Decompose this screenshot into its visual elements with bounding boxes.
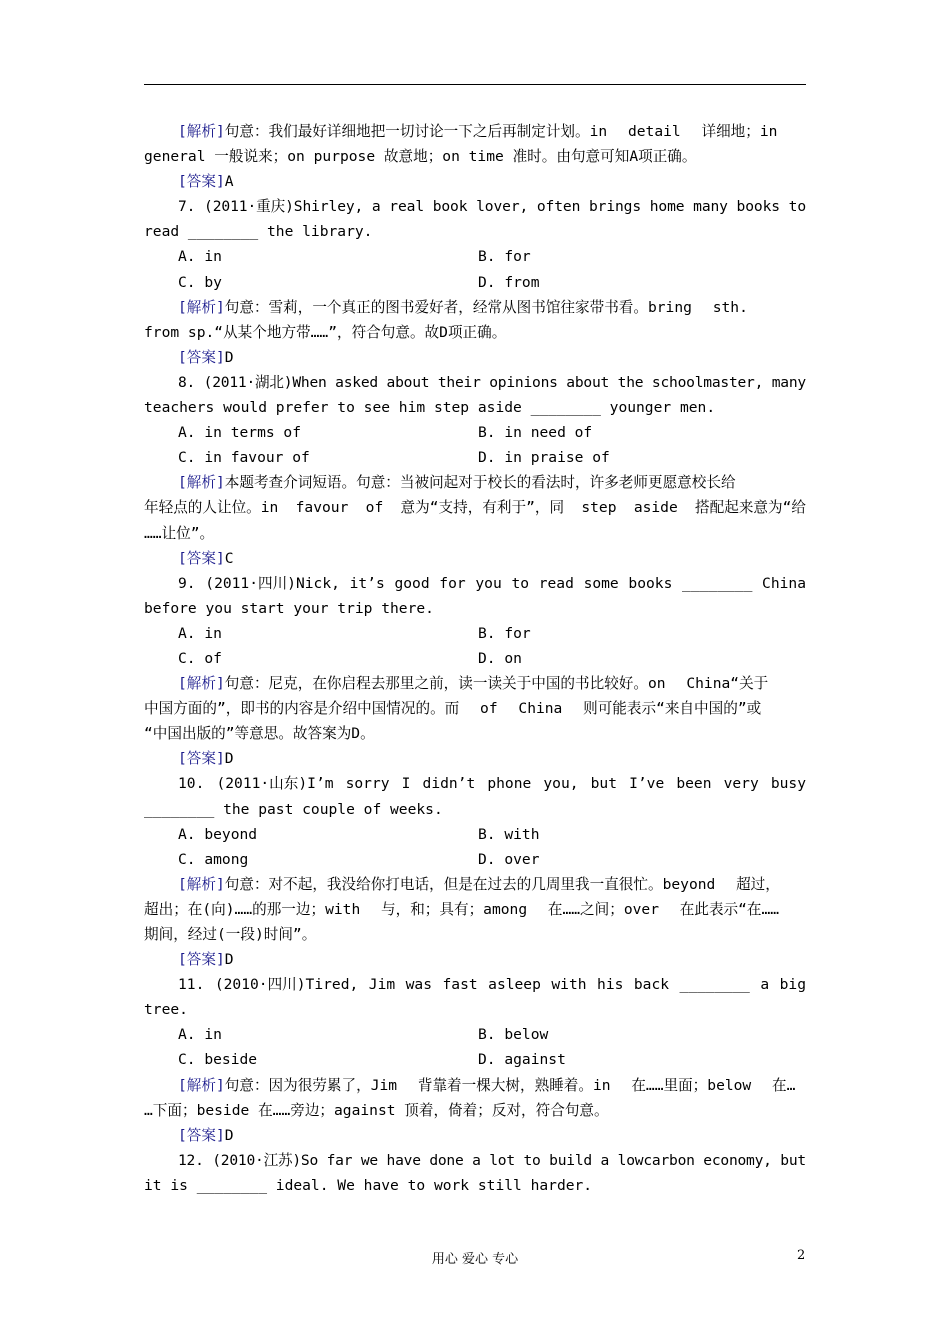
options-row (144, 1047, 806, 1072)
line-text: 句意：我们最好详细地把一切讨论一下之后再制定计划。in detail 详细地；in (224, 123, 778, 140)
line-text: 8. (2011·湖北)When asked about their opinions about the schoolmaster, many (178, 373, 806, 391)
answer-value: A (224, 173, 234, 191)
question-line (144, 395, 806, 420)
analysis-line (144, 470, 806, 495)
option-right: D. over (478, 850, 540, 868)
analysis-tag: [解析] (178, 875, 225, 893)
option-right: D. in praise of (478, 449, 610, 467)
option-right: B. with (478, 825, 540, 843)
option-left: C. beside (178, 1051, 258, 1069)
analysis-tag: [解析] (178, 123, 225, 140)
answer-tag: [答案] (178, 750, 225, 768)
analysis-line (144, 119, 806, 144)
analysis-line (144, 671, 806, 696)
option-left: A. in (178, 624, 222, 642)
line-text: read ________ the library. (144, 223, 373, 241)
line-text: 10. (2011·山东)I’m sorry I didn’t phone you, but I’ve been very busy (178, 775, 806, 793)
analysis-tag: [解析] (178, 298, 225, 316)
analysis-line (144, 1098, 806, 1123)
option-left: A. in (178, 1026, 222, 1044)
analysis-line (144, 295, 806, 320)
question-line (144, 194, 806, 219)
option-right: D. from (478, 273, 540, 291)
options-row (144, 621, 806, 646)
analysis-line (144, 872, 806, 897)
line-text: …下面；beside 在……旁边；against 顶着，倚着；反对，符合句意。 (144, 1101, 609, 1119)
line-text: 年轻点的人让位。in favour of 意为“支持，有利于”，同 step aside 搭配起来意为“给 (144, 499, 806, 517)
line-text: 7. (2011·重庆)Shirley, a real book lover, often brings home many books to (178, 198, 806, 216)
analysis-tag: [解析] (178, 1076, 225, 1094)
options-row (144, 244, 806, 269)
answer-line (144, 345, 806, 370)
option-left: A. beyond (178, 825, 258, 843)
line-text: 9. (2011·四川)Nick, it’s good for you to read some books ________ China (178, 574, 806, 592)
line-text: 期间，经过(一段)时间”。 (144, 926, 317, 943)
options-row (144, 420, 806, 445)
question-line (144, 771, 806, 796)
line-text: 超出；在(向)……的那一边；with 与，和；具有；among 在……之间；over 在此表示“在…… (144, 900, 780, 918)
line-text: 句意：因为很劳累了，Jim 背靠着一棵大树，熟睡着。in 在……里面；below 在… (224, 1076, 796, 1094)
options-row (144, 1022, 806, 1047)
analysis-line (144, 1073, 806, 1098)
question-line (144, 1173, 806, 1198)
line-text: ……让位”。 (144, 524, 215, 542)
analysis-line (144, 922, 806, 947)
answer-line (144, 169, 806, 194)
analysis-tag: [解析] (178, 474, 225, 492)
option-left: C. among (178, 850, 249, 868)
line-text: from sp.“从某个地方带……”，符合句意。故D项正确。 (144, 323, 507, 341)
answer-tag: [答案] (178, 549, 225, 567)
options-row (144, 445, 806, 470)
analysis-line (144, 495, 806, 520)
line-text: 句意：对不起，我没给你打电话，但是在过去的几周里我一直很忙。beyond 超过， (224, 875, 780, 893)
question-line (144, 972, 806, 997)
answer-value: C (224, 549, 234, 567)
question-line (144, 997, 806, 1022)
analysis-line (144, 696, 806, 721)
option-left: C. in favour of (178, 449, 310, 467)
answer-line (144, 1123, 806, 1148)
line-text: tree. (144, 1001, 188, 1019)
option-left: C. of (178, 649, 222, 667)
footer-text: 用心 爱心 专心 (431, 1252, 519, 1267)
answer-value: D (224, 750, 234, 768)
page-number: 2 (797, 1248, 806, 1263)
line-text: 12. (2010·江苏)So far we have done a lot to build a lowcarbon economy, but (178, 1151, 806, 1169)
answer-tag: [答案] (178, 173, 225, 191)
option-right: B. for (478, 248, 531, 266)
question-line (144, 1148, 806, 1173)
answer-tag: [答案] (178, 1126, 225, 1144)
option-left: C. by (178, 273, 222, 291)
line-text: 句意：雪莉，一个真正的图书爱好者，经常从图书馆往家带书看。bring sth. (224, 298, 748, 316)
line-text: general 一般说来；on purpose 故意地；on time 准时。由句意可知A项正确。 (144, 148, 697, 166)
answer-tag: [答案] (178, 348, 225, 366)
line-text: 句意：尼克，在你启程去那里之前，读一读关于中国的书比较好。on China“关于 (224, 675, 769, 693)
option-right: B. for (478, 624, 531, 642)
answer-tag: [答案] (178, 951, 225, 969)
option-right: D. on (478, 649, 522, 667)
option-right: D. against (478, 1051, 566, 1069)
answer-value: D (224, 951, 234, 969)
line-text: it is ________ ideal. We have to work still harder. (144, 1176, 593, 1194)
analysis-line (144, 721, 806, 746)
analysis-line (144, 521, 806, 546)
line-text: before you start your trip there. (144, 599, 434, 617)
line-text: 本题考查介词短语。句意：当被问起对于校长的看法时，许多老师更愿意校长给 (224, 474, 736, 492)
option-right: B. in need of (478, 424, 593, 442)
option-left: A. in (178, 248, 222, 266)
options-row (144, 646, 806, 671)
answer-value: D (224, 348, 234, 366)
analysis-tag: [解析] (178, 675, 225, 693)
answer-line (144, 746, 806, 771)
question-line (144, 596, 806, 621)
analysis-line (144, 320, 806, 345)
answer-line (144, 546, 806, 571)
option-left: A. in terms of (178, 424, 302, 442)
line-text: “中国出版的”等意思。故答案为D。 (144, 725, 375, 743)
question-line (144, 797, 806, 822)
line-text: teachers would prefer to see him step aside ________ younger men. (144, 399, 716, 417)
analysis-line (144, 144, 806, 169)
line-text: ________ the past couple of weeks. (144, 800, 443, 818)
question-line (144, 219, 806, 244)
page-footer (0, 1248, 950, 1268)
question-line (144, 370, 806, 395)
page-content (144, 119, 806, 1198)
header-rule (144, 84, 806, 85)
analysis-line (144, 897, 806, 922)
answer-value: D (224, 1126, 234, 1144)
options-row (144, 270, 806, 295)
options-row (144, 847, 806, 872)
options-row (144, 822, 806, 847)
line-text: 中国方面的”，即书的内容是介绍中国情况的。而 of China 则可能表示“来自中国的”或 (144, 700, 762, 718)
line-text: 11. (2010·四川)Tired, Jim was fast asleep with his back ________ a big (178, 976, 806, 994)
answer-line (144, 947, 806, 972)
question-line (144, 571, 806, 596)
option-right: B. below (478, 1026, 549, 1044)
